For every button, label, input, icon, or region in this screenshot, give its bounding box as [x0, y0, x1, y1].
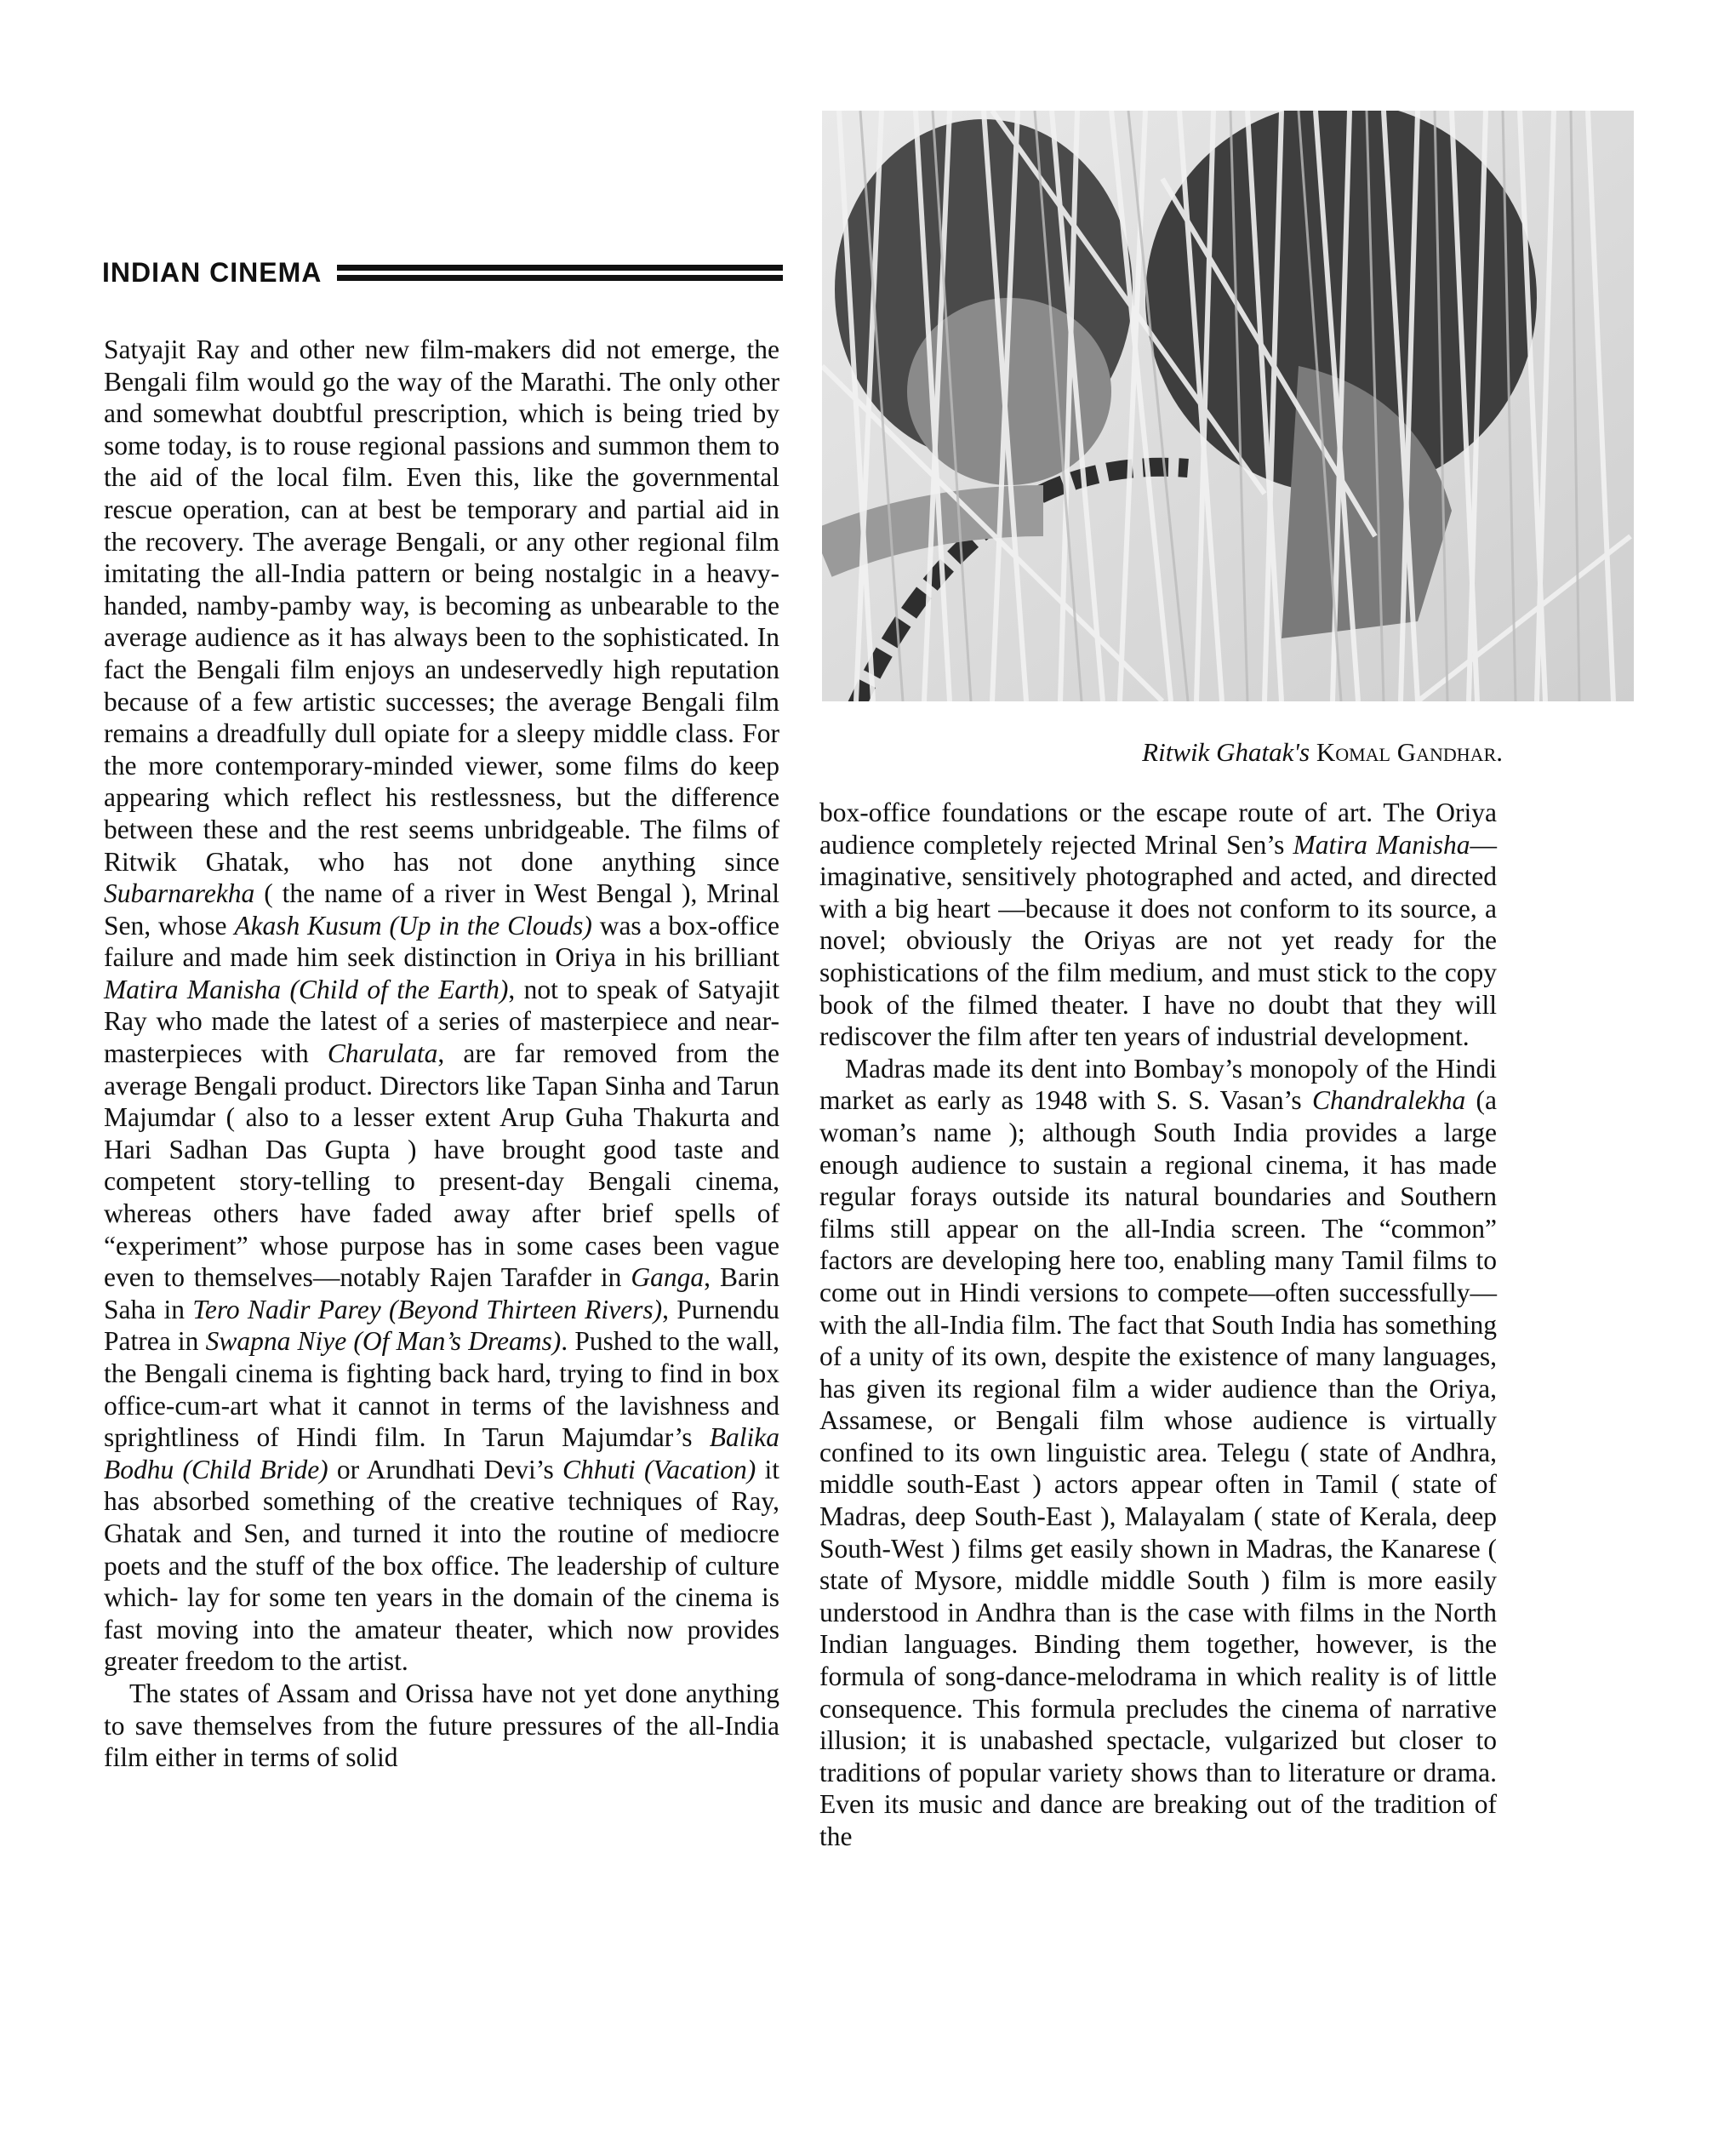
italic-title: Ganga	[631, 1262, 705, 1293]
double-rule-divider	[337, 262, 783, 283]
photo-caption	[822, 737, 1503, 768]
italic-title: Chandralekha	[1311, 1085, 1466, 1116]
italic-title: Chhuti (Vacation)	[562, 1454, 756, 1484]
italic-title: Charulata	[327, 1038, 438, 1069]
section-title: INDIAN CINEMA	[102, 256, 323, 288]
italic-title: Matira Manisha (Child of the Earth)	[104, 974, 509, 1004]
italic-title: Tero Nadir Parey (Beyond Thirteen Rivers)	[192, 1294, 663, 1324]
italic-title: Akash Kusum (Up in the Clouds)	[234, 910, 592, 941]
italic-title: Subarnarekha	[104, 878, 255, 909]
caption-film-title: Komal Gandhar.	[1316, 737, 1503, 767]
paragraph: Satyajit Ray and other new film-makers did not emerge, the Bengali film would go the way of the Marathi. The only other and somewhat doubtful prescription, which is being tried by some today, is to rouse regional passions and summon them to the aid of the local film. Even this, like the governmental rescue operation, can at best be temporary and partial aid in the recovery. The average Bengali, or any other regional film imitating the all-India pattern or being nostalgic in a heavy-handed, namby-pamby way, is becoming as unbearable to the average audience as it has always been to the sophisticated. In fact the Bengali film enjoys an undeservedly high reputation because of a few artistic successes; the average Bengali film remains a dreadfully dull opiate for a sleepy middle class. For the more contemporary-minded viewer, some films do keep appearing which reflect his restlessness, but the difference between these and the rest seems unbridgeable. The films of Ritwik Ghatak, who has not done anything since Subarnarekha ( the name of a river in West Bengal ), Mrinal Sen, whose Akash Kusum (Up in the Clouds) was a box-office failure and made him seek distinction in Oriya in his brilliant Matira Manisha (Child of the Earth), not to speak of Satyajit Ray who made the latest of a series of masterpiece and near-masterpieces with Charulata, are far removed from the average Bengali product. Directors like Tapan Sinha and Tarun Majumdar ( also to a lesser extent Arup Guha Thakurta and Hari Sadhan Das Gupta ) have brought good taste and competent story-telling to present-day Bengali cinema, whereas others have faded away after brief spells of “experiment” whose purpose has in some cases been vague even to themselves—notably Rajen Tarafder in Ganga, Barin Saha in Tero Nadir Parey (Beyond Thirteen Rivers), Purnendu Patrea in Swapna Niye (Of Man’s Dreams). Pushed to the wall, the Bengali cinema is fighting back hard, trying to find in box office-cum-art what it cannot in terms of the lavishness and sprightliness of Hindi film. In Tarun Majumdar’s Balika Bodhu (Child Bride) or Arundhati Devi’s Chhuti (Vacation) it has absorbed something of the creative techniques of Ray, Ghatak and Sen, and turned it into the routine of mediocre poets and the stuff of the box office. The leadership of culture which- lay for some ten years in the domain of the cinema is fast moving into the amateur theater, which now provides greater freedom to the artist.	[104, 335, 780, 1677]
section-header	[102, 255, 783, 289]
paragraph: box-office foundations or the escape route of art. The Oriya audience completely rejected Mrinal Sen’s Matira Manisha—imaginative, sensitively photographed and acted, and directed with a big heart —because it does not conform to its source, a novel; obviously the Oriyas are not yet ready for the sophistications of the film medium, and must stick to the copy book of the filmed theater. I have no doubt that they will rediscover the film after ten years of industrial development.	[819, 798, 1497, 1052]
film-still-photo	[822, 111, 1634, 701]
caption-director: Ritwik Ghatak's	[1142, 737, 1310, 767]
italic-title: Balika Bodhu (Child Bride)	[104, 1422, 779, 1484]
paragraph: Madras made its dent into Bombay’s monopoly of the Hindi market as early as 1948 with S. S. Vasan’s Chandralekha (a woman’s name ); although South India provides a large enough audience to sustain a regional cinema, it has made regular forays outside its natural boundaries and Southern films still appear on the all-India screen. The “common” factors are developing here too, enabling many Tamil films to come out in Hindi versions to compete—often successfully—with the all-India film. The fact that South India has something of a unity of its own, despite the existence of many languages, has given its regional film a wider audience than the Oriya, Assamese, or Bengali film whose audience is virtually confined to its own linguistic area. Telegu ( state of Andhra, middle south-East ) actors appear often in Tamil ( state of Madras, deep South-East ), Malayalam ( state of Kerala, deep South-West ) films get easily shown in Madras, the Kanarese ( state of Mysore, middle middle South ) film is more easily understood in Andhra than is the case with films in the North Indian languages. Binding them together, however, is the formula of song-dance-melodrama in which reality is of little consequence. This formula precludes the cinema of narrative illusion; it is unabashed spectacle, vulgarized but closer to traditions of popular variety shows than to literature or drama. Even its music and dance are breaking out of the tradition of the	[819, 1053, 1497, 1851]
left-column	[104, 334, 779, 1774]
italic-title: Swapna Niye (Of Man’s Dreams)	[205, 1326, 562, 1357]
reeds-photo-image	[822, 111, 1634, 701]
paragraph: The states of Assam and Orissa have not yet done anything to save themselves from the future pressures of the all-India film either in terms of solid	[104, 1678, 779, 1773]
right-column	[819, 797, 1497, 1853]
italic-title: Matira Manisha	[1293, 829, 1470, 860]
